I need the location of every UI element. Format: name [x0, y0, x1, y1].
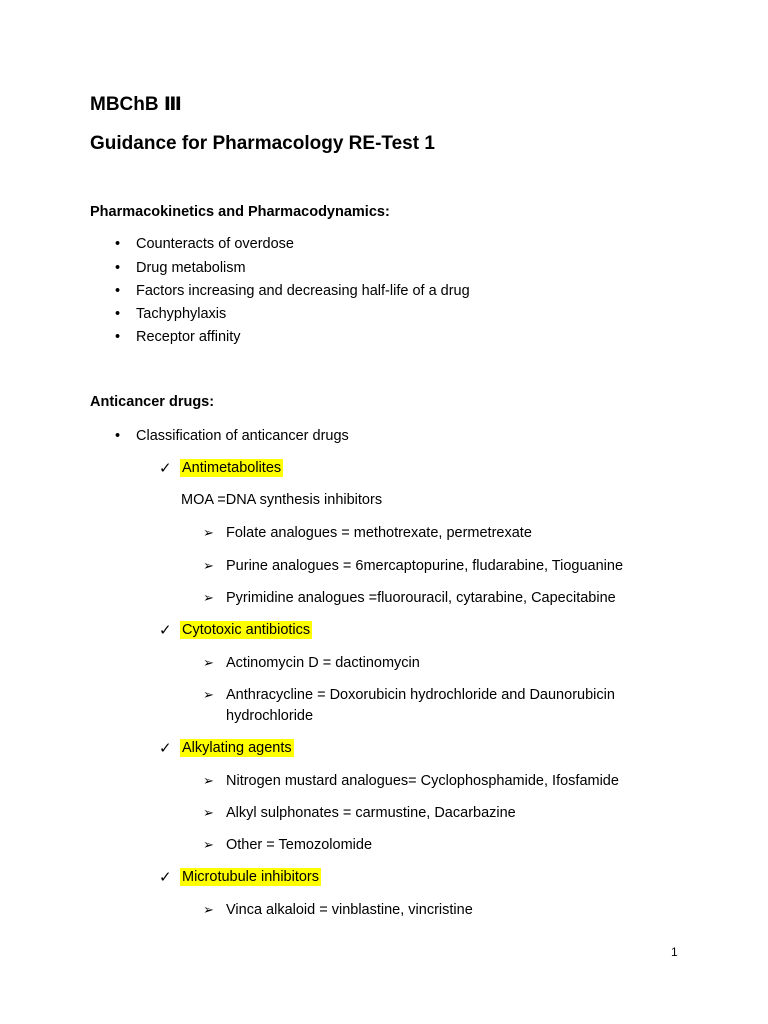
checkmark-icon: ✓ — [159, 622, 172, 639]
bullet-icon: • — [115, 236, 121, 252]
list-item-continuation: hydrochloride — [226, 708, 314, 724]
highlighted-category: Alkylating agents — [182, 740, 292, 756]
bullet-icon: • — [115, 283, 121, 299]
list-item: Classification of anticancer drugs — [136, 428, 349, 444]
arrow-bullet-icon: ➢ — [203, 655, 214, 670]
list-item: Factors increasing and decreasing half-life of a drug — [136, 283, 470, 299]
list-item: Other = Temozolomide — [226, 837, 373, 853]
list-item: Tachyphylaxis — [136, 306, 227, 322]
list-item: Receptor affinity — [136, 329, 241, 345]
bullet-icon: • — [115, 329, 121, 345]
section-heading-pk-pd: Pharmacokinetics and Pharmacodynamics: — [90, 204, 390, 220]
arrow-bullet-icon: ➢ — [203, 805, 214, 820]
arrow-bullet-icon: ➢ — [203, 773, 214, 788]
list-item: Alkyl sulphonates = carmustine, Dacarbazine — [226, 805, 516, 821]
list-item: Actinomycin D = dactinomycin — [226, 655, 420, 671]
arrow-bullet-icon: ➢ — [203, 837, 214, 852]
highlighted-category: Antimetabolites — [182, 460, 282, 476]
checkmark-icon: ✓ — [159, 869, 172, 886]
bullet-icon: • — [115, 260, 121, 276]
arrow-bullet-icon: ➢ — [203, 525, 214, 540]
arrow-bullet-icon: ➢ — [203, 687, 214, 702]
list-item: Drug metabolism — [136, 260, 246, 276]
section-heading-anticancer: Anticancer drugs: — [90, 394, 215, 410]
list-item: Purine analogues = 6mercaptopurine, fludarabine, Tioguanine — [226, 558, 624, 574]
page-number: 1 — [671, 945, 678, 959]
page-title: Guidance for Pharmacology RE-Test 1 — [90, 133, 435, 154]
arrow-bullet-icon: ➢ — [203, 590, 214, 605]
arrow-bullet-icon: ➢ — [203, 902, 214, 917]
list-item: Nitrogen mustard analogues= Cyclophosphamide, Ifosfamide — [226, 773, 619, 789]
checkmark-icon: ✓ — [159, 460, 172, 477]
arrow-bullet-icon: ➢ — [203, 558, 214, 573]
checkmark-icon: ✓ — [159, 740, 172, 757]
course-title: MBChB Ⅲ — [90, 94, 182, 115]
list-item: Pyrimidine analogues =fluorouracil, cytarabine, Capecitabine — [226, 590, 616, 606]
bullet-icon: • — [115, 428, 121, 444]
list-item: Folate analogues = methotrexate, permetrexate — [226, 525, 532, 541]
highlighted-category: Cytotoxic antibiotics — [182, 622, 311, 638]
list-item: Anthracycline = Doxorubicin hydrochloride and Daunorubicin — [226, 687, 615, 703]
list-item: Counteracts of overdose — [136, 236, 294, 252]
highlighted-category: Microtubule inhibitors — [182, 869, 320, 885]
bullet-icon: • — [115, 306, 121, 322]
moa-text: MOA =DNA synthesis inhibitors — [181, 492, 383, 508]
list-item: Vinca alkaloid = vinblastine, vincristine — [226, 902, 473, 918]
